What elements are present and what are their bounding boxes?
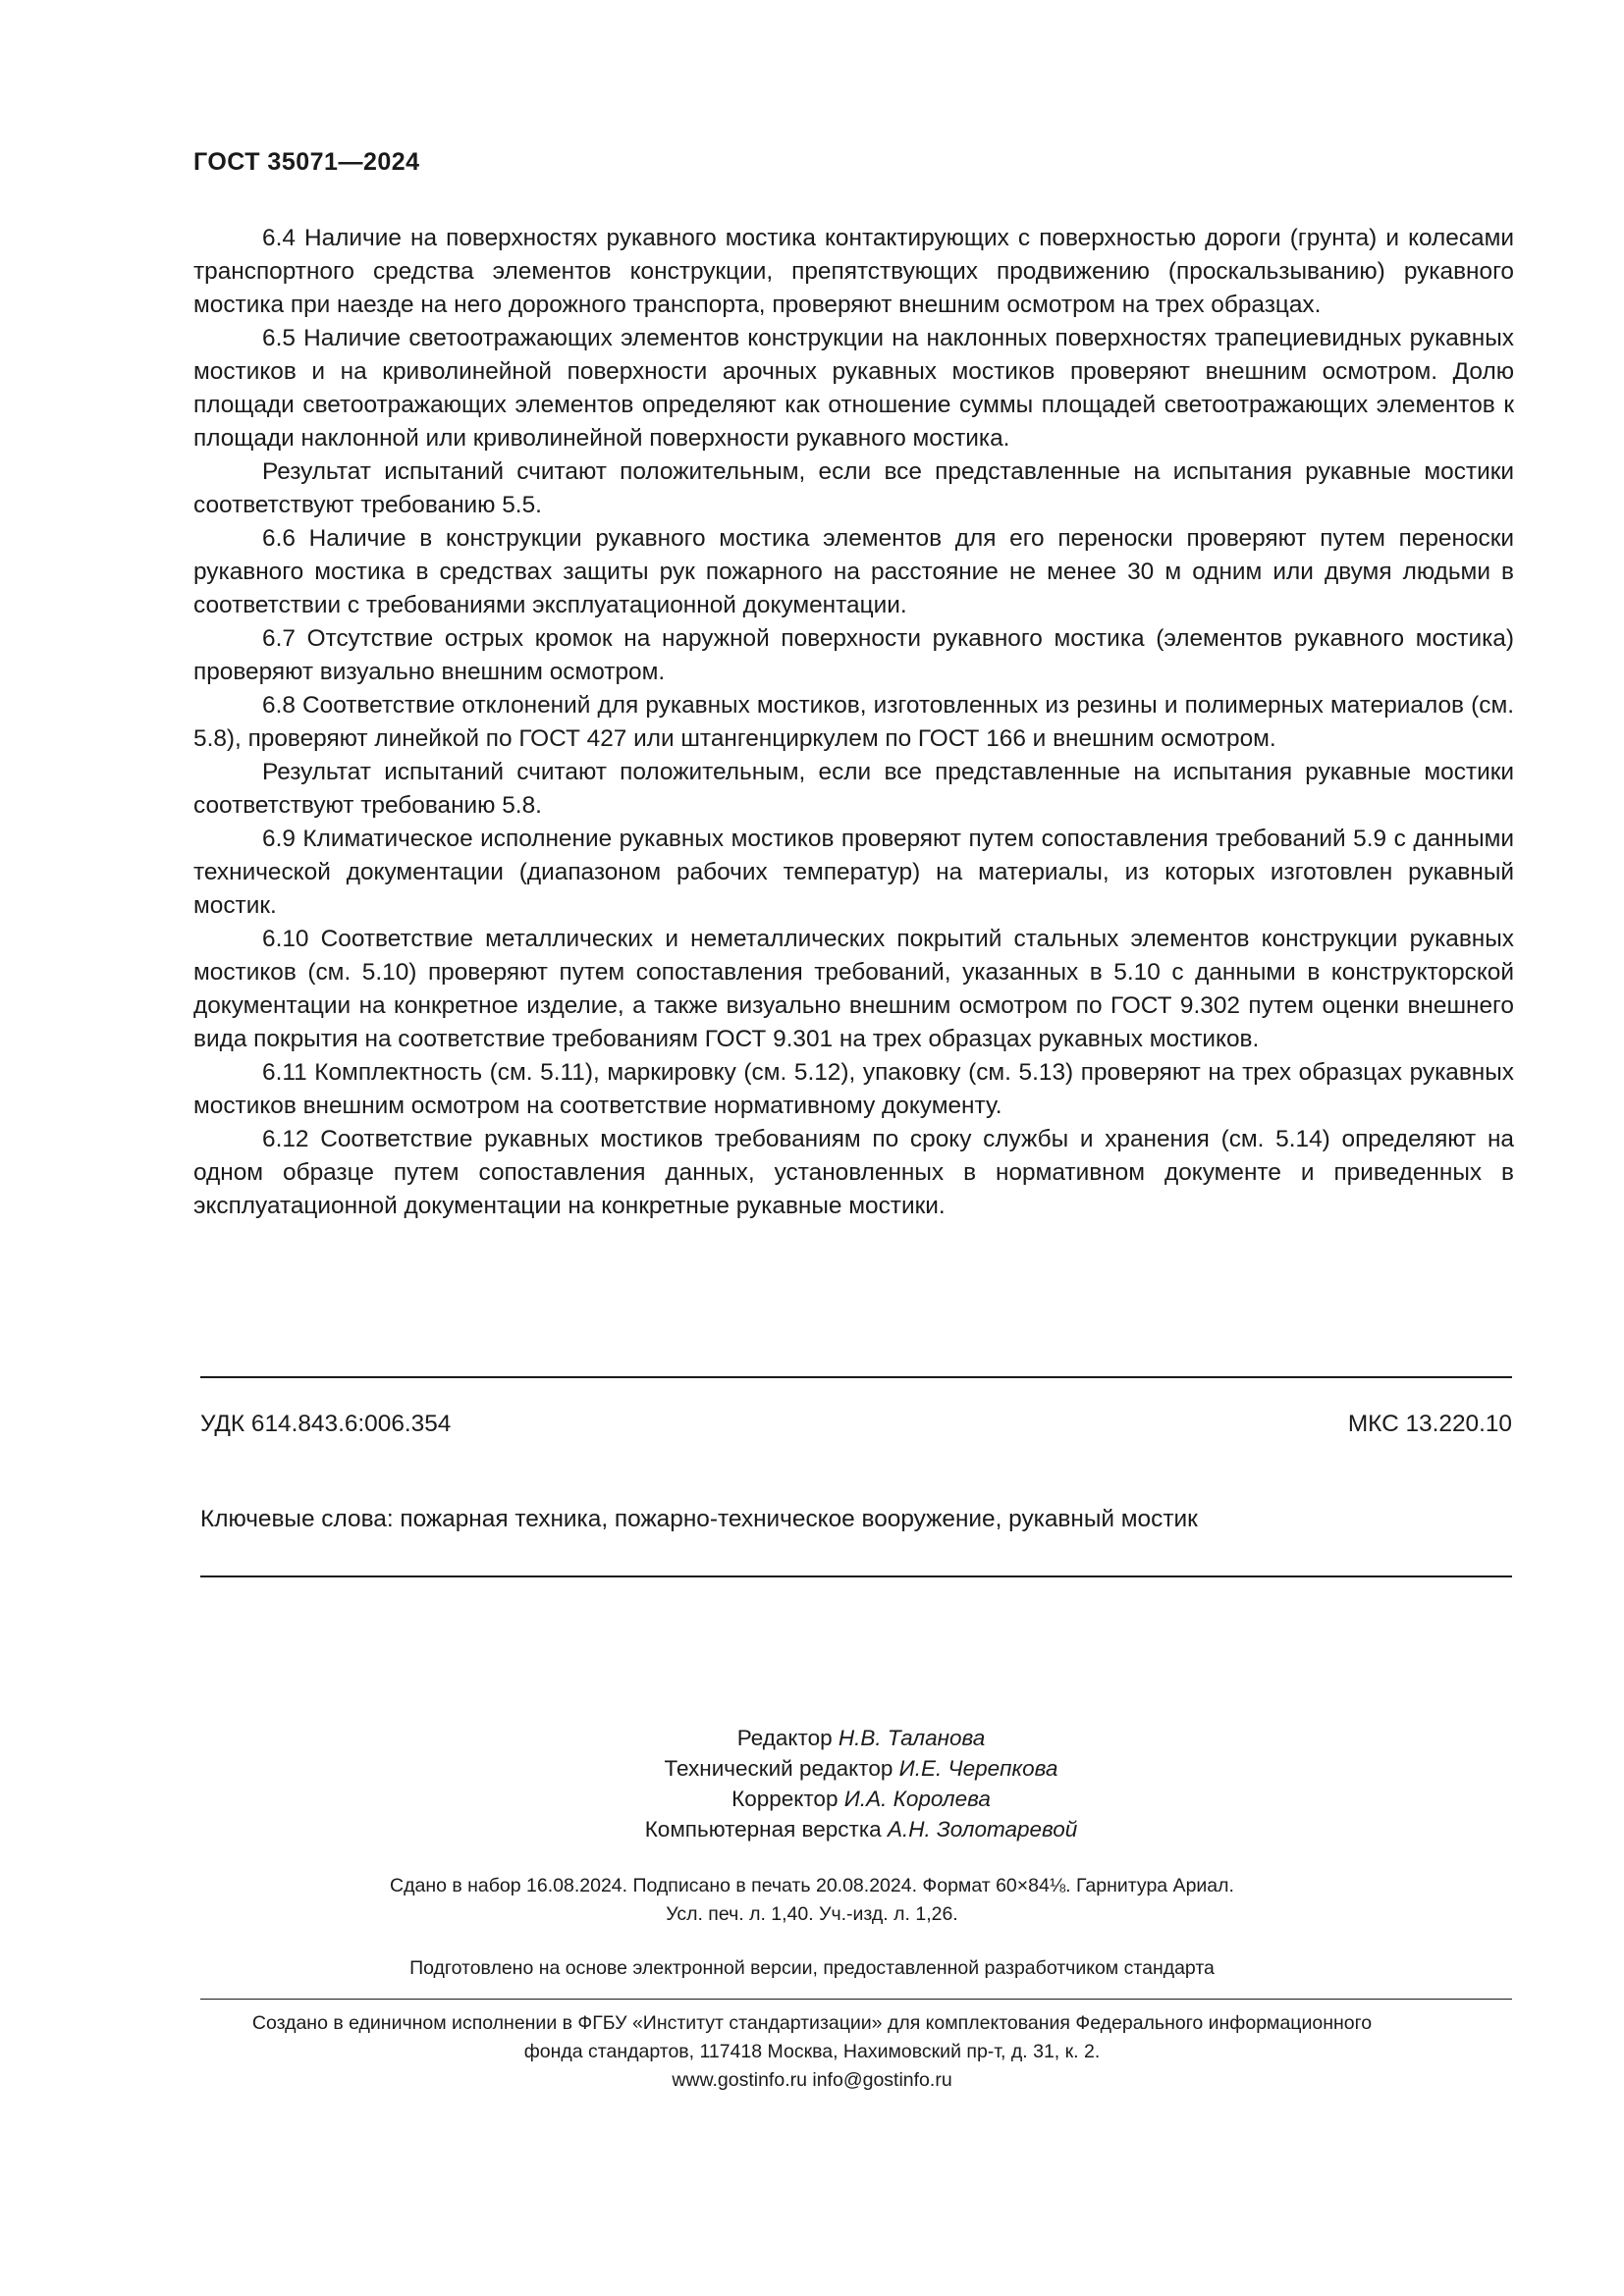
credit-role: Компьютерная верстка	[644, 1817, 882, 1842]
prepared-note: Подготовлено на основе электронной версии, предоставленной разработчиком стандарта	[409, 1957, 1215, 1979]
paragraph-6-5: 6.5 Наличие светоотражающих элементов конструкции на наклонных поверхностях трапециевидных рукавных мостиков и на криволинейной поверхности арочных рукавных мостиков проверяют внешним осмотром. Долю площади светоотражающих элементов определяют как отношение суммы площадей светоотражающих элементов к площади наклонной или криволинейной поверхности рукавного мостика.	[193, 325, 1514, 452]
credit-proofreader	[49, 1784, 1624, 1814]
footer-line-2: фонда стандартов, 117418 Москва, Нахимовский пр-т, д. 31, к. 2.	[523, 2041, 1101, 2062]
divider-footer	[200, 1999, 1512, 2000]
paragraph-6-4: 6.4 Наличие на поверхностях рукавного мостика контактирующих с поверхностью дороги (грунта) и колесами транспортного средства элементов конструкции, препятствующих продвижению (проскальзыванию) рукавного мостика при наезде на него дорожного транспорта, проверяют внешним осмотром на трех образцах.	[193, 225, 1514, 318]
publication-line-2: Усл. печ. л. 1,40. Уч.-изд. л. 1,26.	[666, 1903, 958, 1925]
credit-name: А.Н. Золотаревой	[887, 1817, 1078, 1842]
footer-info	[0, 2009, 1624, 2095]
credit-role: Корректор	[731, 1787, 839, 1811]
footer-line-1: Создано в единичном исполнении в ФГБУ «Институт стандартизации» для комплектования Федерального информационного	[251, 2012, 1373, 2034]
paragraph-result-5-5: Результат испытаний считают положительным, если все представленные на испытания рукавные мостики соответствуют требованию 5.5.	[193, 458, 1514, 518]
paragraph-result-5-8: Результат испытаний считают положительным, если все представленные на испытания рукавные мостики соответствуют требованию 5.8.	[193, 759, 1514, 819]
paragraph-6-9: 6.9 Климатическое исполнение рукавных мостиков проверяют путем сопоставления требований 5.9 с данными технической документации (диапазоном рабочих температур) на материалы, из которых изготовлен рукавный мостик.	[193, 826, 1514, 919]
paragraph-6-8: 6.8 Соответствие отклонений для рукавных мостиков, изготовленных из резины и полимерных материалов (см. 5.8), проверяют линейкой по ГОСТ 427 или штангенциркулем по ГОСТ 166 и внешним осмотром.	[193, 692, 1514, 752]
credit-editor	[49, 1723, 1624, 1753]
publication-line-1: Сдано в набор 16.08.2024. Подписано в печать 20.08.2024. Формат 60×84⅛. Гарнитура Ариал.	[390, 1875, 1234, 1896]
credit-role: Технический редактор	[664, 1756, 893, 1781]
publication-info	[0, 1872, 1624, 1929]
paragraph-6-7: 6.7 Отсутствие острых кромок на наружной поверхности рукавного мостика (элементов рукавного мостика) проверяют визуально внешним осмотром.	[193, 625, 1514, 685]
credits-block	[0, 1723, 1624, 1844]
paragraph-6-6: 6.6 Наличие в конструкции рукавного мостика элементов для его переноски проверяют путем переноски рукавного мостика в средствах защиты рук пожарного на расстояние не менее 30 м одним или двумя людьми в соответствии с требованиями эксплуатационной документации.	[193, 525, 1514, 618]
paragraph-6-11: 6.11 Комплектность (см. 5.11), маркировку (см. 5.12), упаковку (см. 5.13) проверяют на трех образцах рукавных мостиков внешним осмотром на соответствие нормативному документу.	[193, 1059, 1514, 1119]
keywords: Ключевые слова: пожарная техника, пожарно-техническое вооружение, рукавный мостик	[200, 1506, 1198, 1532]
udk-code: УДК 614.843.6:006.354	[200, 1411, 452, 1437]
paragraph-6-10: 6.10 Соответствие металлических и неметаллических покрытий стальных элементов конструкции рукавных мостиков (см. 5.10) проверяют путем сопоставления требований, указанных в 5.10 с данными в конструкторской документации на конкретное изделие, а также визуально внешним осмотром по ГОСТ 9.302 путем оценки внешнего вида покрытия на соответствие требованиям ГОСТ 9.301 на трех образцах рукавных мостиков.	[193, 926, 1514, 1052]
mks-code: МКС 13.220.10	[1347, 1411, 1512, 1437]
credit-role: Редактор	[736, 1726, 833, 1750]
credit-name: И.Е. Черепкова	[898, 1756, 1058, 1781]
paragraph-6-12: 6.12 Соответствие рукавных мостиков требованиям по сроку службы и хранения (см. 5.14) определяют на одном образце путем сопоставления данных, установленных в нормативном документе и приведенных в эксплуатационной документации на конкретные рукавные мостики.	[193, 1126, 1514, 1219]
divider-keywords	[200, 1575, 1512, 1577]
credit-name: И.А. Королева	[843, 1787, 991, 1811]
body-text	[193, 222, 1514, 1223]
divider-top	[200, 1376, 1512, 1378]
credit-name: Н.В. Таланова	[838, 1726, 986, 1750]
footer-line-3: www.gostinfo.ru info@gostinfo.ru	[672, 2069, 952, 2091]
credit-layout	[49, 1814, 1624, 1844]
credit-technical-editor	[49, 1753, 1624, 1784]
document-header: ГОСТ 35071—2024	[193, 148, 420, 176]
